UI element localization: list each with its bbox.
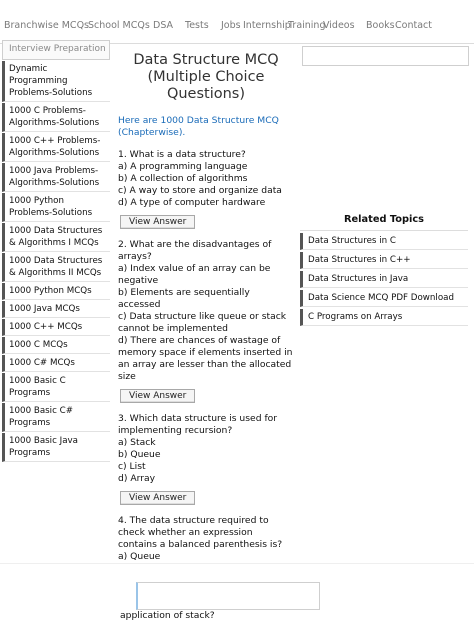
view-answer-button[interactable]: View Answer [120,215,195,229]
nav-training[interactable]: Training [288,20,326,31]
sidebar-item-basic-c-programs[interactable]: 1000 Basic C Programs [2,373,110,402]
sidebar-item-basic-java-programs[interactable]: 1000 Basic Java Programs [2,433,110,462]
sidebar-item-cpp-problems[interactable]: 1000 C++ Problems-Algorithms-Solutions [2,133,110,162]
sidebar-item-python-mcqs[interactable]: 1000 Python MCQs [2,283,110,300]
nav-school-mcqs[interactable]: School MCQs [88,20,150,31]
nav-branchwise-mcqs[interactable]: Branchwise MCQs [4,20,89,31]
sidebar-header: Interview Preparation [2,40,110,60]
sidebar-item-dsa-1-mcqs[interactable]: 1000 Data Structures & Algorithms I MCQs [2,223,110,252]
related-link-ds-java[interactable]: Data Structures in Java [300,271,468,288]
related-topics [300,214,468,328]
sidebar-item-c-problems[interactable]: 1000 C Problems-Algorithms-Solutions [2,103,110,132]
nav-dsa[interactable]: DSA [153,20,174,31]
partial-question-text: application of stack? [120,610,215,621]
nav-tests[interactable]: Tests [185,20,209,31]
sidebar-item-csharp-mcqs[interactable]: 1000 C# MCQs [2,355,110,372]
bottom-overlay [0,563,474,632]
question-text: 2. What are the disadvantages of arrays? [118,239,272,262]
top-navigation [0,0,474,44]
sidebar-item-python-problems[interactable]: 1000 Python Problems-Solutions [2,193,110,222]
question-text: 1. What is a data structure? [118,149,246,160]
related-link-ds-c[interactable]: Data Structures in C [300,233,468,250]
sidebar-item-java-mcqs[interactable]: 1000 Java MCQs [2,301,110,318]
search-input[interactable] [302,46,469,66]
article-body [118,52,294,570]
related-link-ds-cpp[interactable]: Data Structures in C++ [300,252,468,269]
ad-placeholder[interactable] [136,582,320,610]
nav-internship[interactable]: Internship [243,20,291,31]
answer-option: b) Elements are sequentially accessed [118,287,250,310]
nav-videos[interactable]: Videos [323,20,355,31]
sidebar-item-cpp-mcqs[interactable]: 1000 C++ MCQs [2,319,110,336]
related-link-data-science-pdf[interactable]: Data Science MCQ PDF Download [300,290,468,307]
intro-link[interactable]: Here are 1000 Data Structure MCQ (Chapterwise). [118,115,279,138]
answer-option: d) Array [118,473,156,484]
related-link-c-arrays[interactable]: C Programs on Arrays [300,309,468,326]
sidebar-item-dsa-2-mcqs[interactable]: 1000 Data Structures & Algorithms II MCQs [2,253,110,282]
answer-option: a) Index value of an array can be negative [118,263,271,286]
view-answer-button[interactable]: View Answer [120,491,195,505]
question-block [118,149,294,239]
answer-option: d) A type of computer hardware [118,197,266,208]
sidebar-item-dynamic-programming[interactable]: Dynamic Programming Problems-Solutions [2,61,110,102]
view-answer-button[interactable]: View Answer [120,389,195,403]
answer-option: c) List [118,461,146,472]
question-block [118,239,294,413]
answer-option: a) Queue [118,551,161,562]
answer-option: a) Stack [118,437,156,448]
sidebar-item-c-mcqs[interactable]: 1000 C MCQs [2,337,110,354]
question-block [118,413,294,515]
main-content [118,46,294,570]
sidebar [2,40,110,463]
question-text: 4. The data structure required to check whether an expression contains a balanced parenthesis is? [118,515,283,550]
page-title: Data Structure MCQ (Multiple Choice Questions) [133,52,279,102]
sidebar-item-java-problems[interactable]: 1000 Java Problems-Algorithms-Solutions [2,163,110,192]
answer-option: b) A collection of algorithms [118,173,248,184]
answer-option: c) A way to store and organize data [118,185,282,196]
answer-option: c) Data structure like queue or stack cannot be implemented [118,311,287,334]
sidebar-item-basic-csharp-programs[interactable]: 1000 Basic C# Programs [2,403,110,432]
question-text: 3. Which data structure is used for implementing recursion? [118,413,278,436]
answer-option: d) There are chances of wastage of memory space if elements inserted in an array are lesser than the allocated size [118,335,293,382]
answer-option: b) Queue [118,449,161,460]
answer-option: a) A programming language [118,161,248,172]
related-topics-title: Related Topics [300,214,468,231]
nav-books[interactable]: Books [366,20,395,31]
nav-jobs[interactable]: Jobs [221,20,241,31]
nav-contact[interactable]: Contact [395,20,432,31]
